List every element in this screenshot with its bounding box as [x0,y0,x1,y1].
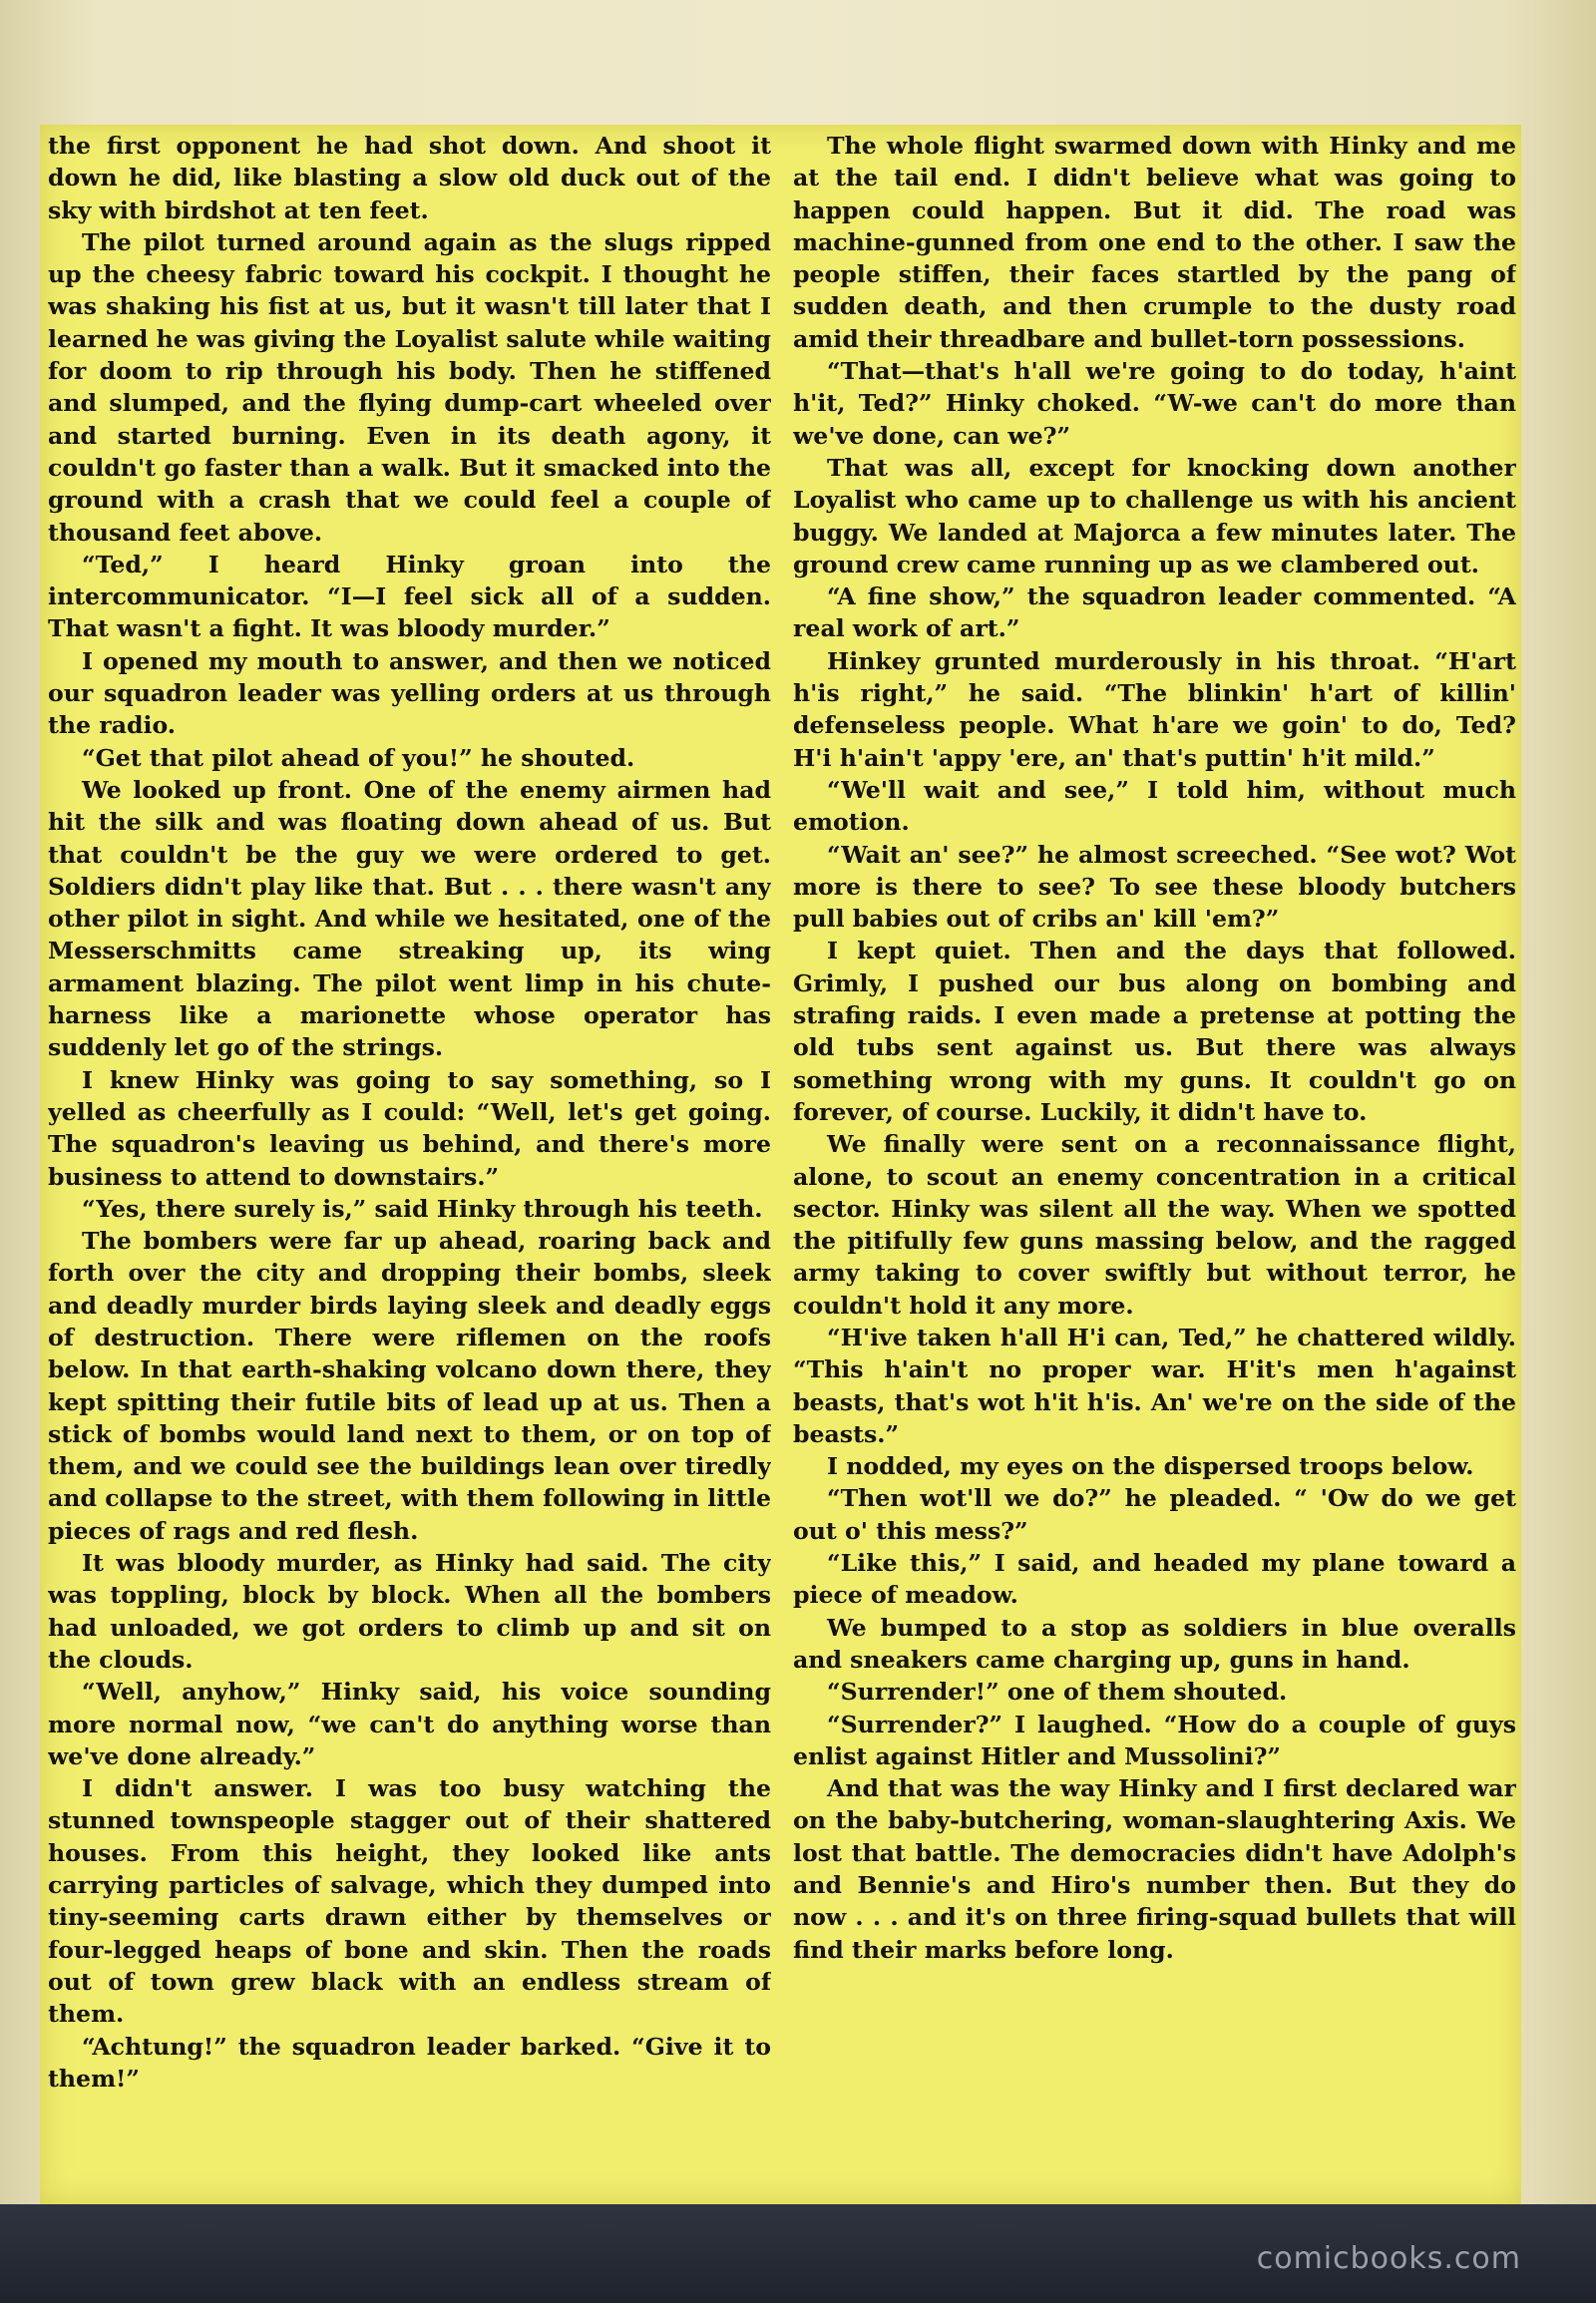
right-column [793,130,1516,2204]
paragraph: “H'ive taken h'all H'i can, Ted,” he chattered wildly. “This h'ain't no proper war. H'it's men h'against beasts, that's wot h'it h'is. An' we're on the side of the beasts.” [793,1323,1516,1448]
paragraph: “Surrender!” one of them shouted. [827,1678,1288,1707]
paragraph: Hinkey grunted murderously in his throat. “H'art h'is right,” he said. “The blinkin' h'art of killin' defenseless people. What h'are we goin' to do, Ted? H'i h'ain't 'appy 'ere, an' that's puttin' h'it mild.” [793,646,1516,772]
paragraph: “Like this,” I said, and headed my plane toward a piece of meadow. [793,1549,1516,1610]
paragraph: We bumped to a stop as soldiers in blue overalls and sneakers came charging up, guns in hand. [793,1613,1516,1674]
paragraph: I nodded, my eyes on the dispersed troops below. [827,1452,1474,1481]
paragraph: That was all, except for knocking down another Loyalist who came up to challenge us with his ancient buggy. We landed at Majorca a few minutes later. The ground crew came running up as we clambered out. [793,453,1516,578]
paragraph: “We'll wait and see,” I told him, without much emotion. [793,775,1516,837]
paragraph: “Then wot'll we do?” he pleaded. “ 'Ow do we get out o' this mess?” [793,1484,1516,1545]
paragraph: I kept quiet. Then and the days that followed. Grimly, I pushed our bus along on bombing and strafing raids. I even made a pretense at potting the old tubs sent against us. But there was always something wrong with my guns. It couldn't go on forever, of course. Luckily, it didn't have to. [793,937,1516,1126]
paragraph: And that was the way Hinky and I first declared war on the baby-butchering, woman-slaughtering Axis. We lost that battle. The democracies didn't have Adolph's and Bennie's and Hiro's number then. But they do now . . . and it's on three firing-squad bullets that will find their marks before long. [793,1774,1516,1964]
paragraph: “Surrender?” I laughed. “How do a couple of guys enlist against Hitler and Mussolini?” [793,1710,1516,1770]
left-column [48,130,771,2204]
paragraph: “Ted,” I heard Hinky groan into the intercommunicator. “I—I feel sick all of a sudden. That wasn't a fight. It was bloody murder.” [48,550,771,643]
paragraph: “Well, anyhow,” Hinky said, his voice sounding more normal now, “we can't do anything worse than we've done already.” [48,1678,771,1770]
paragraph: The pilot turned around again as the slugs ripped up the cheesy fabric toward his cockpit. I thought he was shaking his fist at us, but it wasn't till later that I learned he was giving the Loyalist salute while waiting for doom to rip through his body. Then he stiffened and slumped, and the flying dump-cart wheeled over and started burning. Even in its death agony, it couldn't go faster than a walk. But it smacked into the ground with a crash that we could feel a couple of thousand feet above. [48,227,771,547]
paragraph: I knew Hinky was going to say something, so I yelled as cheerfully as I could: “Well, let's get going. The squadron's leaving us behind, and there's more business to attend to downstairs.” [48,1065,771,1191]
paragraph: the first opponent he had shot down. And shoot it down he did, like blasting a slow old duck out of the sky with birdshot at ten feet. [48,132,771,224]
paragraph: The whole flight swarmed down with Hinky and me at the tail end. I didn't believe what was going to happen could happen. But it did. The road was machine-gunned from one end to the other. I saw the people stiffen, their faces startled by the pang of sudden death, and then crumple to the dusty road amid their threadbare and bullet-torn possessions. [793,132,1516,353]
paragraph: “A fine show,” the squadron leader commented. “A real work of art.” [793,582,1516,643]
paragraph: We finally were sent on a reconnaissance flight, alone, to scout an enemy concentration in a critical sector. Hinky was silent all the way. When we spotted the pitifully few guns massing below, and the ragged army taking to cover swiftly but without terror, he couldn't hold it any more. [793,1130,1516,1320]
paragraph: The bombers were far up ahead, roaring back and forth over the city and dropping their bombs, sleek and deadly murder birds laying sleek and deadly eggs of destruction. There were riflemen on the roofs below. In that earth-shaking volcano down there, they kept spitting their futile bits of lead up at us. Then a stick of bombs would land next to them, or on top of them, and we could see the buildings lean over tiredly and collapse to the street, with them following in little pieces of rags and red flesh. [48,1227,771,1545]
paragraph: “That—that's h'all we're going to do today, h'aint h'it, Ted?” Hinky choked. “W-we can't do more than we've done, can we?” [793,357,1516,450]
paragraph: I opened my mouth to answer, and then we noticed our squadron leader was yelling orders at us through the radio. [48,646,771,740]
paragraph: “Yes, there surely is,” said Hinky through his teeth. [82,1194,763,1223]
paragraph: “Achtung!” the squadron leader barked. “Give it to them!” [48,2032,771,2093]
paragraph: We looked up front. One of the enemy airmen had hit the silk and was floating down ahead of us. But that couldn't be the guy we were ordered to get. Soldiers didn't play like that. But . . . there wasn't any other pilot in sight. And while we hesitated, one of the Messerschmitts came streaking up, its wing armament blazing. The pilot went limp in his chute-harness like a marionette whose operator has suddenly let go of the strings. [48,775,771,1062]
paragraph: “Wait an' see?” he almost screeched. “See wot? Wot more is there to see? To see these bloody butchers pull babies out of cribs an' kill 'em?” [793,840,1516,934]
paragraph: It was bloody murder, as Hinky had said. The city was toppling, block by block. When all the bombers had unloaded, we got orders to climb up and sit on the clouds. [48,1549,771,1674]
paragraph: I didn't answer. I was too busy watching the stunned townspeople stagger out of their shattered houses. From this height, they looked like ants carrying particles of salvage, which they dumped into tiny-seeming carts drawn either by themselves or four-legged heaps of bone and skin. Then the roads out of town grew black with an endless stream of them. [48,1774,771,2029]
watermark: comicbooks.com [1256,2241,1521,2276]
paragraph: “Get that pilot ahead of you!” he shouted. [82,743,635,772]
